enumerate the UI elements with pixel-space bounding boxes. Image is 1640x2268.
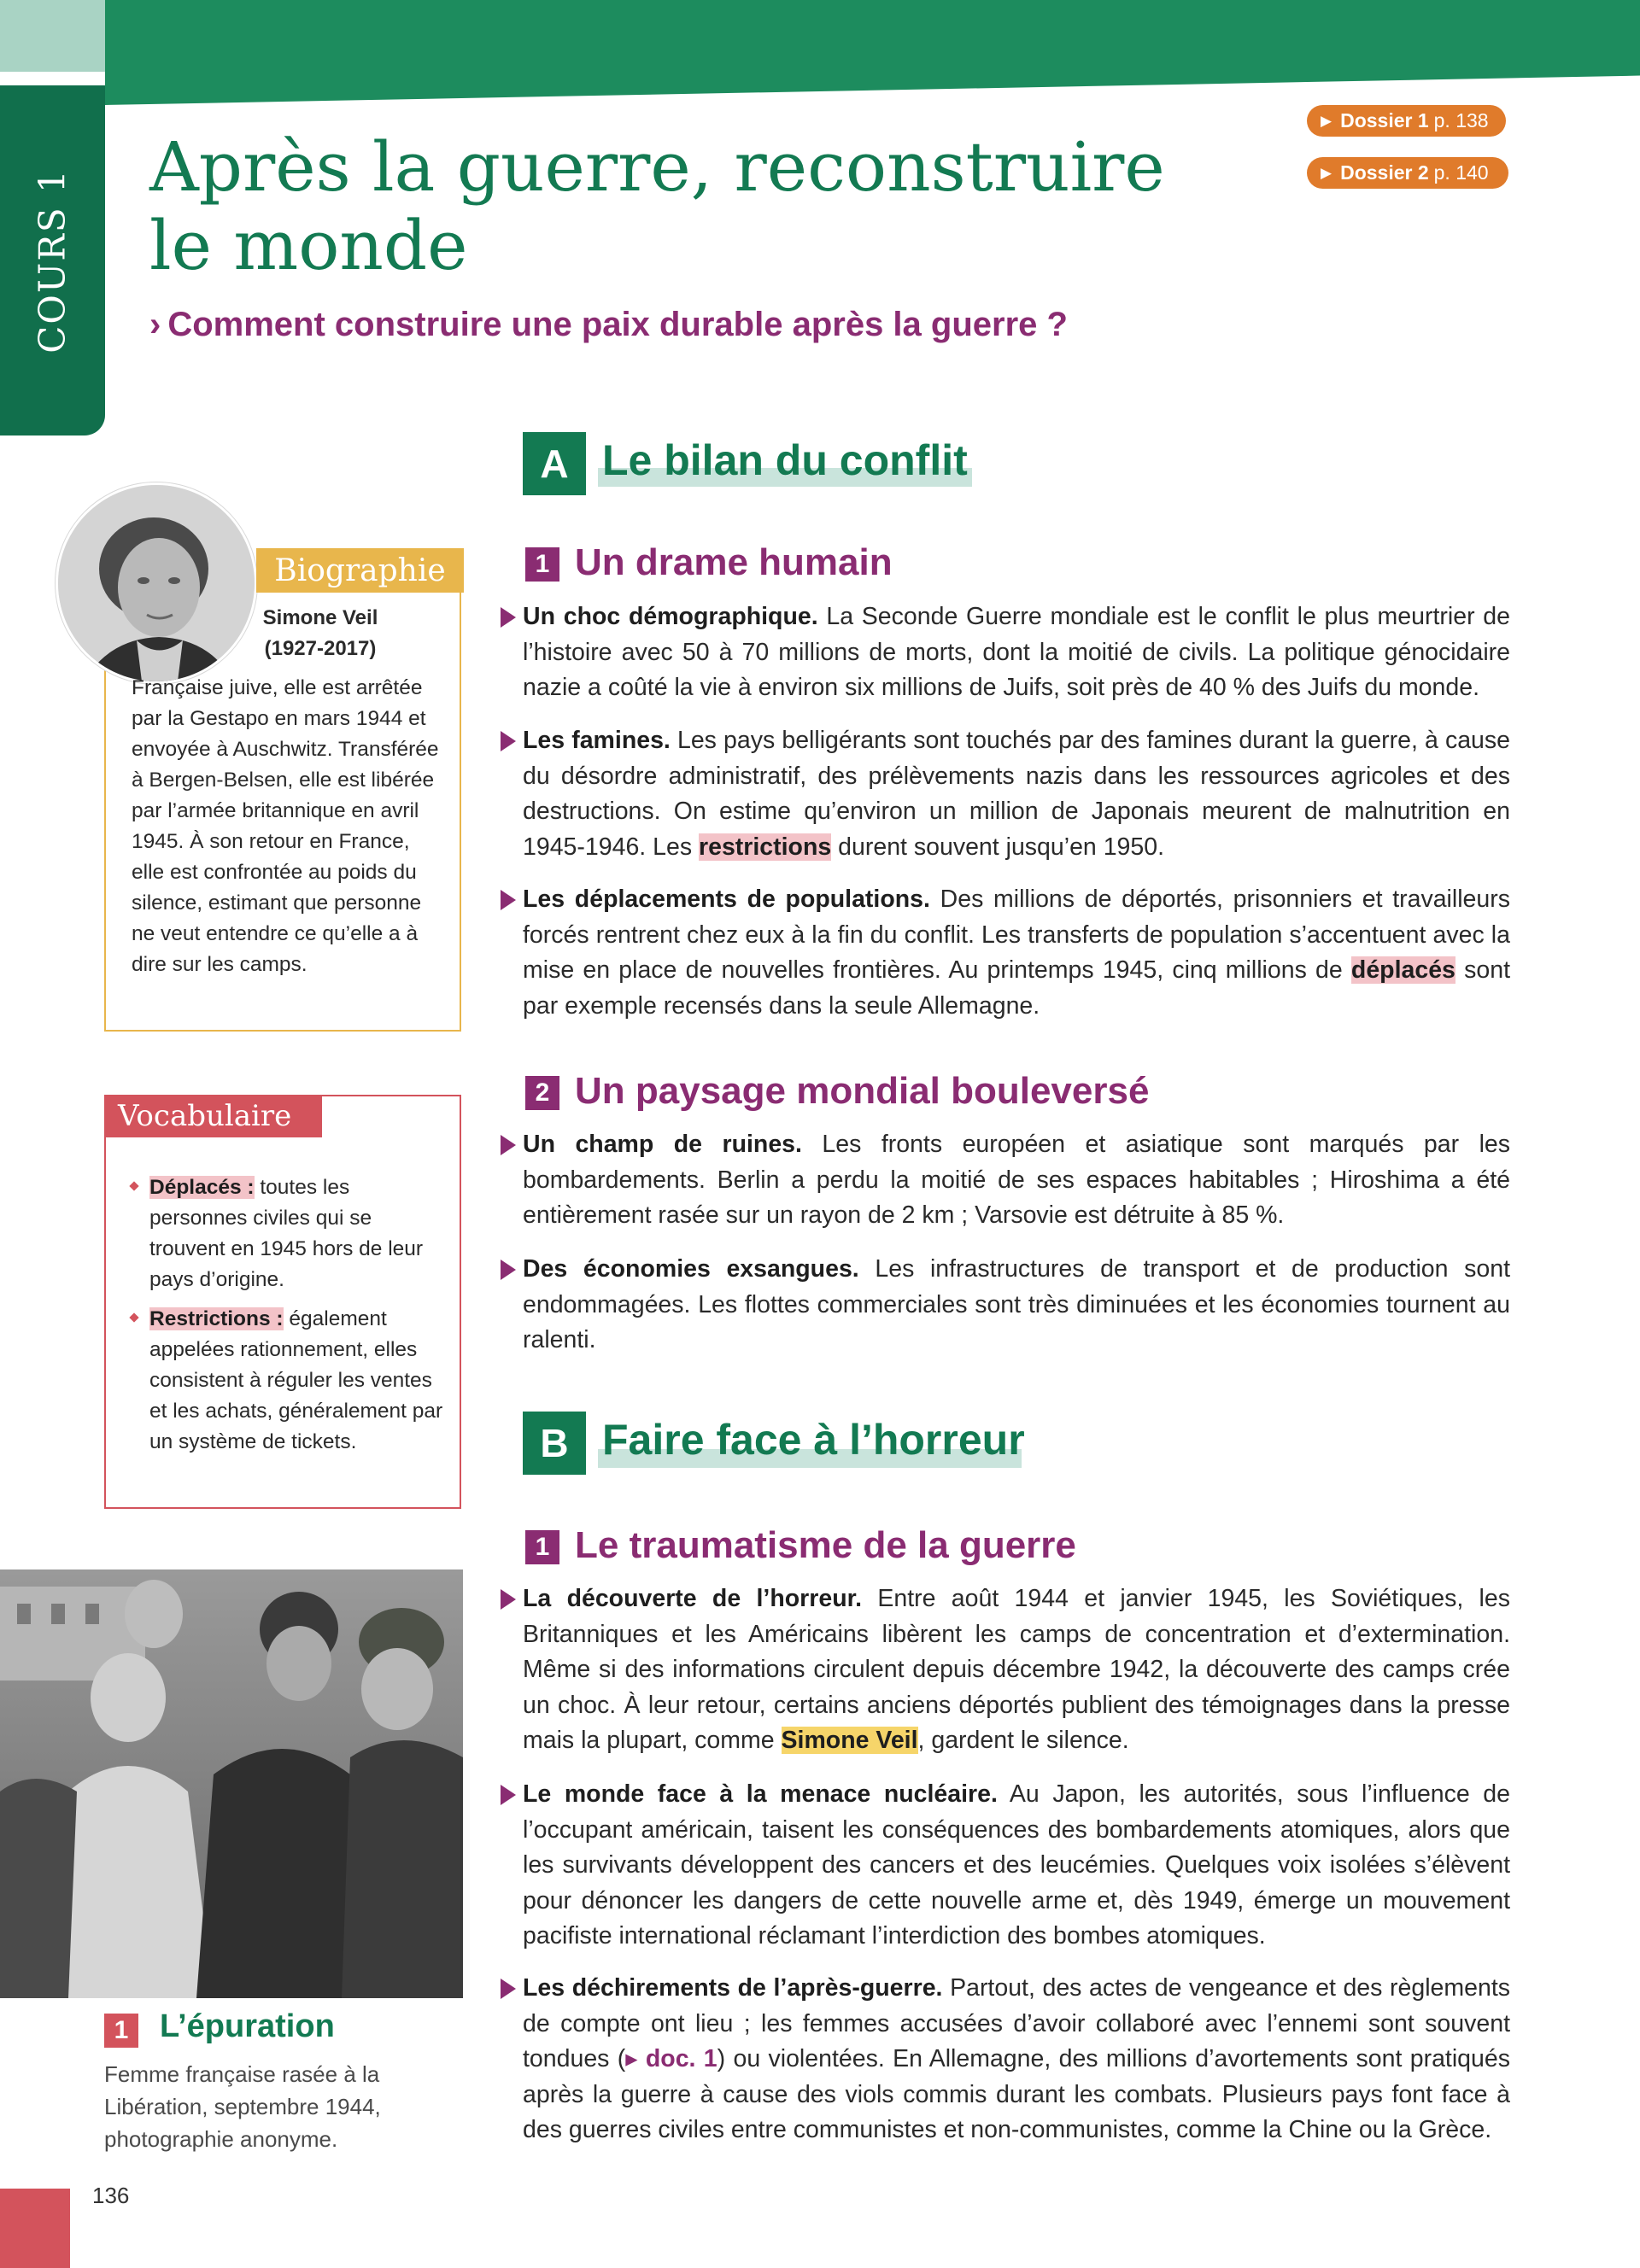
dossier-2-link[interactable]	[1307, 157, 1508, 189]
guiding-question	[149, 306, 1068, 344]
bullet-arrow-icon	[501, 607, 516, 628]
vocabulary-tag: Vocabulaire	[104, 1095, 322, 1137]
bullet-arrow-icon	[501, 731, 516, 751]
paragraph-deplacements: Les déplacements de populations. Des millions de déportés, prisonniers et travailleurs forcés rentrent chez eux à la fin du conflit. Les transferts de population s’accentuent avec la mise en place de nouvelles frontières. Au printemps 1945, cinq millions de déplacés sont par exemple recensés dans la seule Allemagne.	[523, 882, 1510, 1024]
vocabulary-definition: également appelées rationnement, elles consistent à réguler les ventes et les achats, généralement par un système de tickets.	[149, 1307, 443, 1453]
page-corner-marker	[0, 2189, 70, 2268]
section-a-letter: A	[523, 432, 586, 495]
dossier-2-page: p. 140	[1433, 161, 1489, 184]
portrait-illustration	[58, 485, 255, 681]
paragraph-economies: Des économies exsangues. Les infrastructures de transport et de production sont endommagées. Les flottes commerciales sont très diminuées et les économies tournent au ralenti.	[523, 1252, 1510, 1359]
subsection-a2-title: Un paysage mondial bouleversé	[575, 1070, 1150, 1112]
glossary-term-deplaces[interactable]: déplacés	[1350, 956, 1456, 984]
doc-1-reference-link[interactable]: ▸ doc. 1	[625, 2045, 718, 2072]
portrait-photo	[56, 482, 257, 684]
dossier-1-page: p. 138	[1433, 109, 1489, 132]
biography-name: Simone Veil	[262, 606, 378, 629]
biography-link-simone-veil[interactable]: Simone Veil	[781, 1727, 918, 1754]
bullet-arrow-icon	[501, 1979, 516, 1999]
dossier-1-label: Dossier 1	[1340, 109, 1429, 132]
dossier-2-label: Dossier 2	[1340, 161, 1429, 184]
guiding-question-text: Comment construire une paix durable après la guerre ?	[167, 306, 1068, 343]
paragraph-dechirements: Les déchirements de l’après-guerre. Partout, des actes de vengeance et des règlements de compte ont lieu ; les femmes accusées d’avoir collaboré avec l’ennemi sont souvent tondues (▸ doc. 1) ou violentées. En Allemagne, des millions d’avortements sont pratiqués après la guerre à cause des viols commis durant les combats. Plusieurs pays font face à des guerres civiles entre communistes et non-communistes, comme la Chine ou la Grèce.	[523, 1971, 1510, 2148]
play-arrow-icon: ▶	[1321, 112, 1332, 129]
vocabulary-item-restrictions	[149, 1304, 444, 1458]
chevron-right-icon: ›	[149, 306, 161, 343]
biography-text: Française juive, elle est arrêtée par la Gestapo en mars 1944 et envoyée à Auschwitz. Transférée à Bergen-Belsen, elle est libérée par l’armée britannique en avril 1945. À son retour en France, elle est confrontée au poids du silence, estimant que personne ne veut entendre ce qu’elle a à dire sur les camps.	[132, 676, 439, 976]
bullet-arrow-icon	[501, 1589, 516, 1610]
paragraph-champ-de-ruines: Un champ de ruines. Les fronts européen et asiatique sont marqués par les bombardements. Berlin a perdu la moitié de ses espaces habitables ; Hiroshima a été entièrement rasée sur un rayon de 2 km ; Varsovie est détruite à 85 %.	[523, 1127, 1510, 1234]
bullet-arrow-icon	[501, 1260, 516, 1280]
bullet-arrow-icon	[501, 1785, 516, 1805]
biography-person	[256, 603, 384, 664]
dossier-1-link[interactable]	[1307, 105, 1506, 137]
paragraph-choc-demographique: Un choc démographique. La Seconde Guerre mondiale est le conflit le plus meurtrier de l’histoire avec 50 à 70 millions de morts, dont la moitié de civils. La politique génocidaire nazie a coûté la vie à environ six millions de Juifs, soit près de 40 % des Juifs du monde.	[523, 599, 1510, 706]
vocabulary-term: Déplacés :	[149, 1176, 255, 1199]
biography-tag: Biographie	[256, 548, 464, 593]
bullet-arrow-icon	[501, 890, 516, 910]
chapter-tab-label-wrap	[0, 85, 105, 435]
document-photo	[0, 1569, 463, 1998]
bullet-arrow-icon	[501, 1135, 516, 1155]
document-title: L’épuration	[160, 2008, 335, 2044]
glossary-term-restrictions[interactable]: restrictions	[699, 833, 832, 861]
section-b-letter: B	[523, 1412, 586, 1475]
paragraph-decouverte-horreur: La découverte de l’horreur. Entre août 1944 et janvier 1945, les Soviétiques, les Britanniques et les Américains libèrent les camps de concentration et d’extermination. Même si des informations circulent depuis décembre 1942, la découverte des camps crée un choc. À leur retour, certains anciens déportés publient des témoignages dans la presse mais la plupart, comme Simone Veil, gardent le silence.	[523, 1581, 1510, 1759]
paragraph-famines: Les famines. Les pays belligérants sont touchés par des famines durant la guerre, à cause du désordre administratif, des prélèvements nazis dans les ressources agricoles et des destructions. On estime qu’environ un million de Japonais meurent de malnutrition en 1945-1946. Les restrictions durent souvent jusqu’en 1950.	[523, 723, 1510, 865]
page-number: 136	[92, 2183, 130, 2208]
play-arrow-icon: ▶	[1321, 164, 1332, 181]
vocabulary-definition: toutes les personnes civiles qui se trouvent en 1945 hors de leur pays d’origine.	[149, 1176, 424, 1291]
biography-dates: (1927-2017)	[264, 637, 377, 660]
subsection-b1-number: 1	[525, 1530, 559, 1564]
document-caption: Femme française rasée à la Libération, septembre 1944, photographie anonyme.	[104, 2061, 381, 2152]
photo-illustration	[0, 1569, 463, 1998]
subsection-a1-title: Un drame humain	[575, 541, 893, 583]
section-a-title: Le bilan du conflit	[602, 436, 968, 484]
subsection-b1-title: Le traumatisme de la guerre	[575, 1524, 1076, 1566]
paragraph-menace-nucleaire: Le monde face à la menace nucléaire. Au Japon, les autorités, sous l’influence de l’occupant américain, taisent les conséquences des bombardements atomiques, alors que les survivants développent des cancers et des leucémies. Quelques voix isolées s’élèvent pour dénoncer les dangers de cette nouvelle arme et, dès 1949, émerge un mouvement pacifiste international réclamant l’interdiction des bombes atomiques.	[523, 1777, 1510, 1955]
vocabulary-term: Restrictions :	[149, 1307, 284, 1330]
section-b-title: Faire face à l’horreur	[602, 1416, 1025, 1464]
document-number: 1	[104, 2014, 138, 2048]
doc-ref-arrow-icon: ▸	[625, 2045, 646, 2072]
header-band	[105, 0, 1640, 105]
vocabulary-item-deplaces	[149, 1172, 444, 1295]
header-corner-block	[0, 0, 105, 72]
chapter-tab-label: COURS 1	[32, 167, 73, 354]
page-title: Après la guerre, reconstruire le monde	[149, 127, 1165, 285]
subsection-a2-number: 2	[525, 1076, 559, 1110]
subsection-a1-number: 1	[525, 547, 559, 582]
